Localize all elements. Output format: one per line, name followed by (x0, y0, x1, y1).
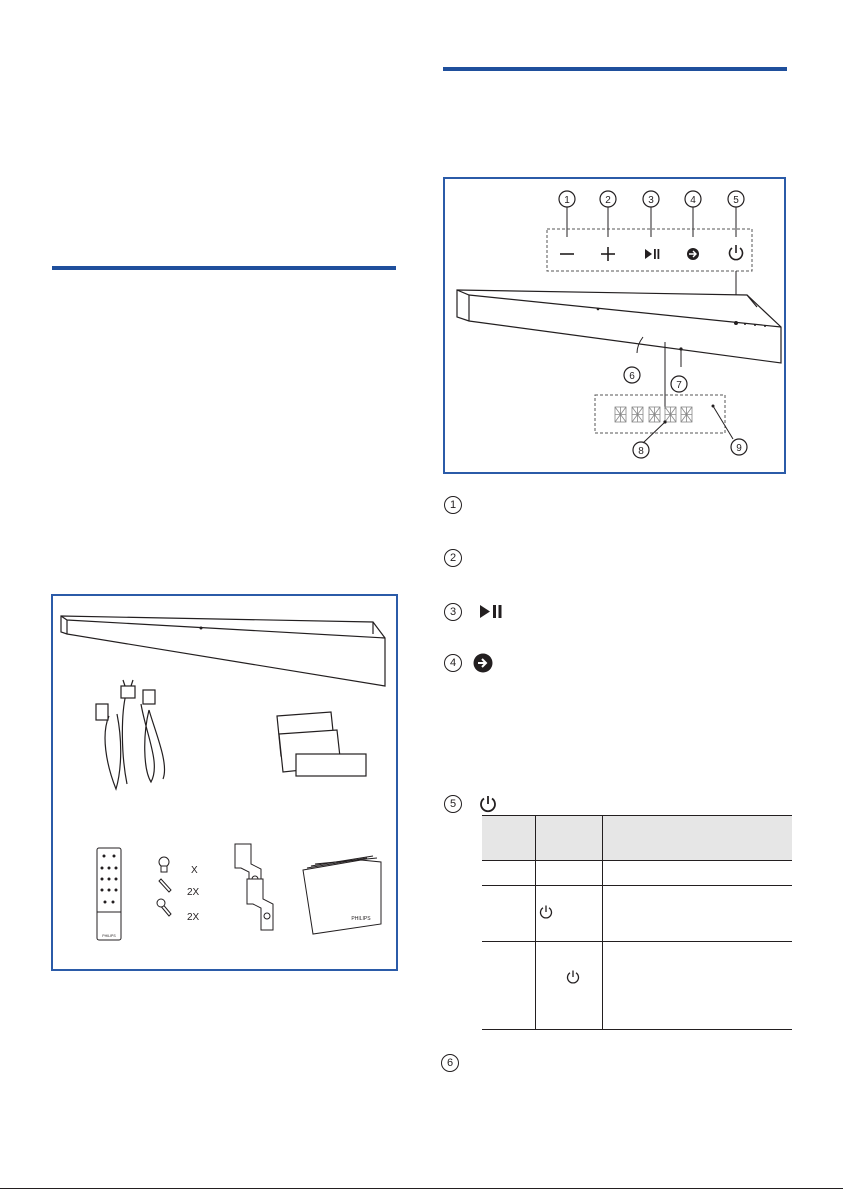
table-rule-top (482, 815, 792, 816)
power-icon (566, 970, 580, 984)
screw-count-3: 2X (187, 912, 200, 923)
left-section-rule (52, 266, 396, 270)
table-rule (482, 860, 792, 861)
plus-icon (601, 247, 615, 261)
source-icon (473, 653, 493, 673)
legend-num-4: 4 (444, 654, 462, 672)
legend-num-5: 5 (444, 795, 462, 813)
table-header-row (482, 816, 792, 860)
screws-illustration (157, 857, 171, 916)
callout-2: 2 (605, 195, 611, 206)
remote-brand: PHILIPS (102, 934, 116, 938)
callout-3: 3 (648, 195, 654, 206)
power-icon (479, 795, 497, 813)
manual-brand: PHILIPS (351, 916, 371, 922)
callout-6: 6 (629, 371, 635, 382)
screw-count-1: X (191, 865, 198, 876)
remote-control-illustration (97, 848, 121, 940)
screw-count-2: 2X (187, 887, 200, 898)
table-rule (482, 885, 792, 886)
callout-5: 5 (733, 195, 739, 206)
page-bottom-rule (0, 1188, 843, 1189)
play-pause-icon (645, 249, 659, 259)
callout-1: 1 (564, 195, 570, 206)
power-cord-illustration (96, 680, 165, 789)
callout-9: 9 (736, 443, 742, 454)
legend-num-3: 3 (444, 603, 462, 621)
callout-4: 4 (690, 195, 696, 206)
power-icon (539, 905, 553, 919)
wall-brackets-illustration (235, 844, 273, 930)
leaflets-illustration (277, 712, 366, 776)
table-rule (482, 941, 792, 942)
legend-num-6: 6 (441, 1054, 459, 1072)
table-col-divider (602, 816, 603, 1029)
soundbar-illustration (61, 616, 385, 686)
user-manual-illustration (303, 856, 381, 934)
source-icon (687, 248, 699, 260)
table-col-divider (535, 816, 536, 1029)
power-icon (730, 245, 743, 260)
right-section-rule (443, 67, 787, 71)
soundbar-diagram-svg (443, 177, 786, 474)
callout-8: 8 (638, 446, 644, 457)
box-contents-illustration (51, 594, 398, 971)
table-rule-bottom (482, 1029, 792, 1030)
box-contents-svg (51, 594, 398, 971)
soundbar-controls-diagram (443, 177, 786, 474)
display-segments (615, 407, 692, 422)
legend-num-1: 1 (444, 496, 462, 514)
legend-num-2: 2 (444, 549, 462, 567)
play-pause-icon (480, 605, 502, 619)
callout-7: 7 (676, 380, 682, 391)
